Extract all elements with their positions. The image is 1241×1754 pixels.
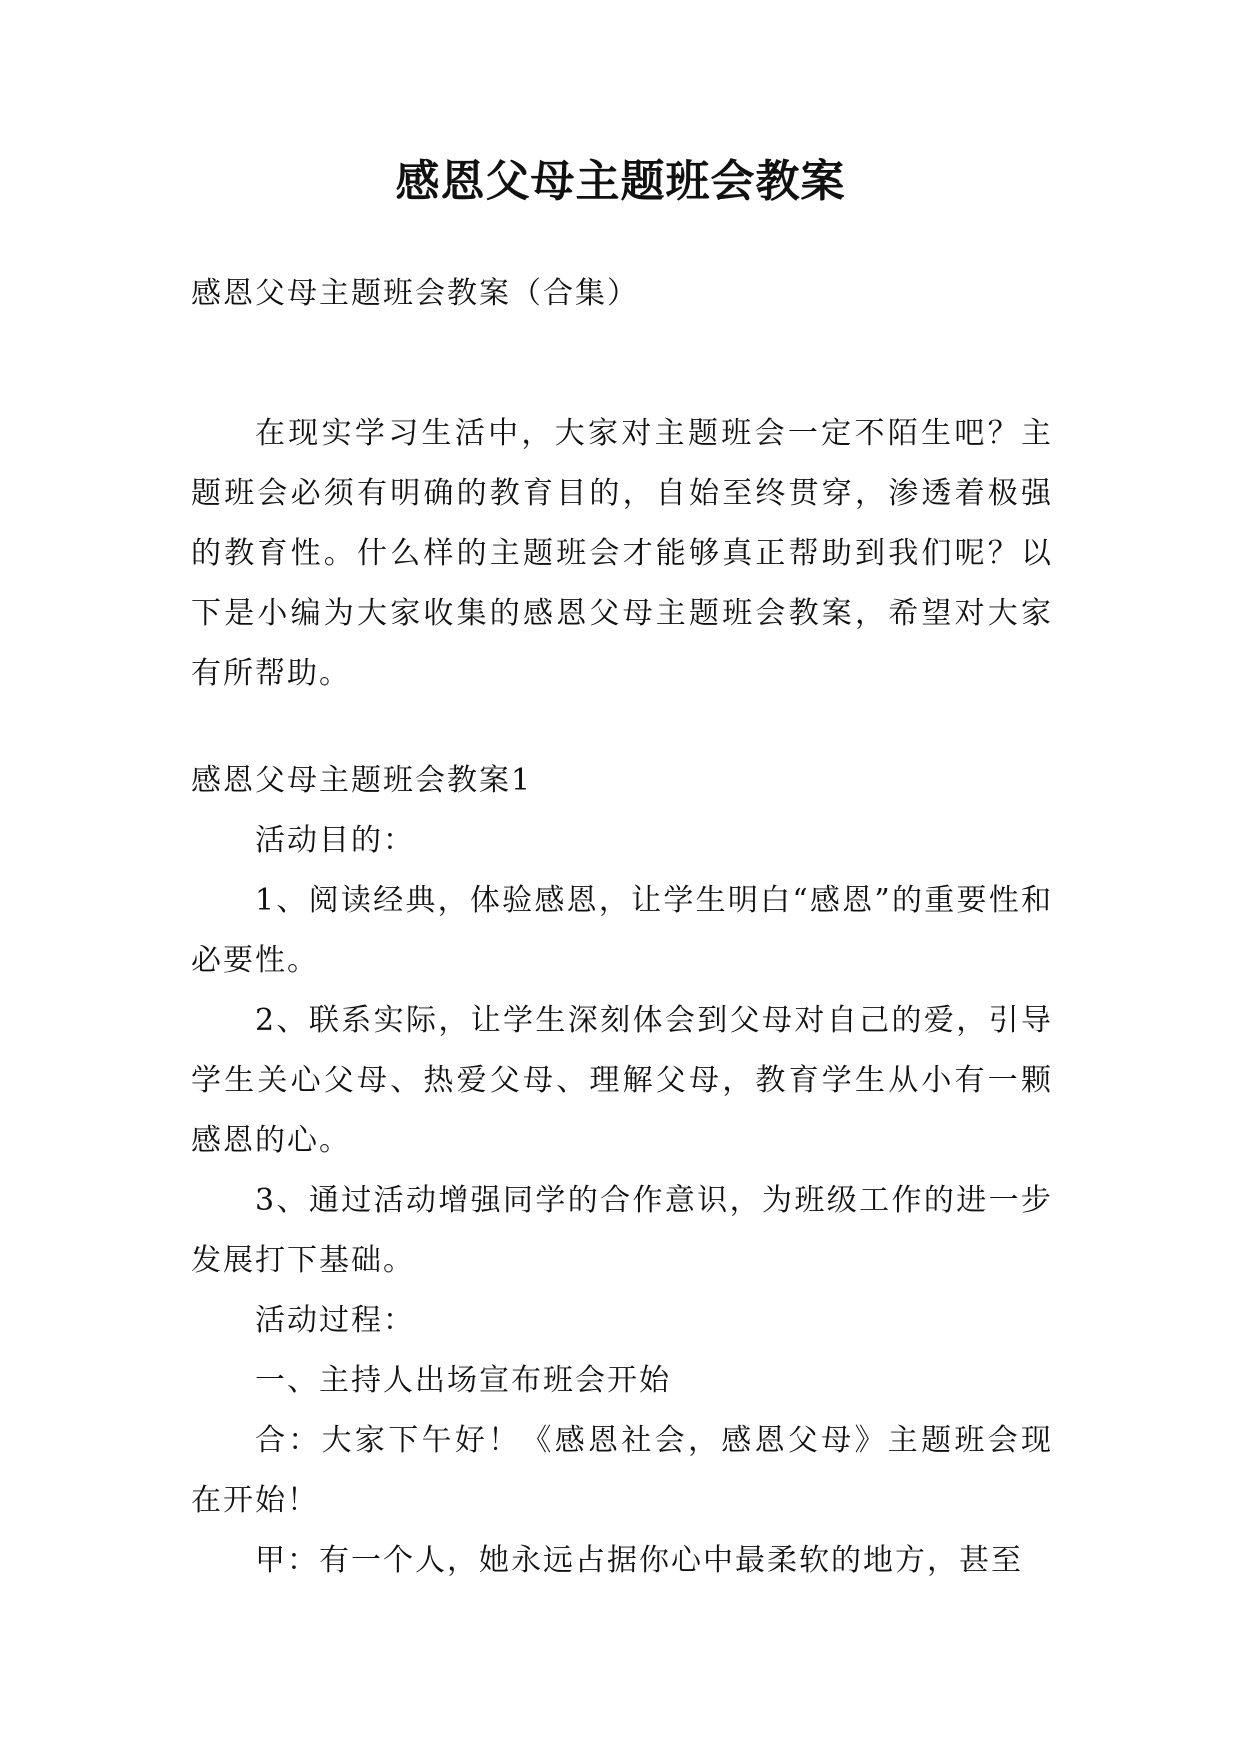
host-line-a: 甲：有一个人，她永远占据你心中最柔软的地方，甚至 — [255, 1543, 1023, 1578]
activity-goal-label: 活动目的： — [255, 823, 415, 858]
host-line-together: 合：大家下午好！《感恩社会，感恩父母》主题班会现在开始！ — [191, 1423, 1053, 1518]
process-step-1: 一、主持人出场宣布班会开始 — [255, 1363, 671, 1398]
section-heading: 感恩父母主题班会教案1 — [191, 763, 533, 798]
goal-item-2: 2、联系实际，让学生深刻体会到父母对自己的爱，引导学生关心父母、热爱父母、理解父母，教育学生从小有一颗感恩的心。 — [191, 1003, 1053, 1158]
intro-paragraph: 在现实学习生活中，大家对主题班会一定不陌生吧？主题班会必须有明确的教育目的，自始至终贯穿，渗透着极强的教育性。什么样的主题班会才能够真正帮助到我们呢？以下是小编为大家收集的感恩父母主题班会教案，希望对大家有所帮助。 — [191, 416, 1053, 691]
document-title: 感恩父母主题班会教案 — [395, 156, 846, 207]
goal-item-1: 1、阅读经典，体验感恩，让学生明白“感恩”的重要性和必要性。 — [191, 883, 1053, 978]
lesson-plan-section — [191, 751, 1053, 1591]
activity-process-label: 活动过程： — [255, 1303, 415, 1338]
goal-item-3: 3、通过活动增强同学的合作意识，为班级工作的进一步发展打下基础。 — [191, 1183, 1053, 1278]
document-subtitle: 感恩父母主题班会教案（合集） — [191, 276, 639, 311]
